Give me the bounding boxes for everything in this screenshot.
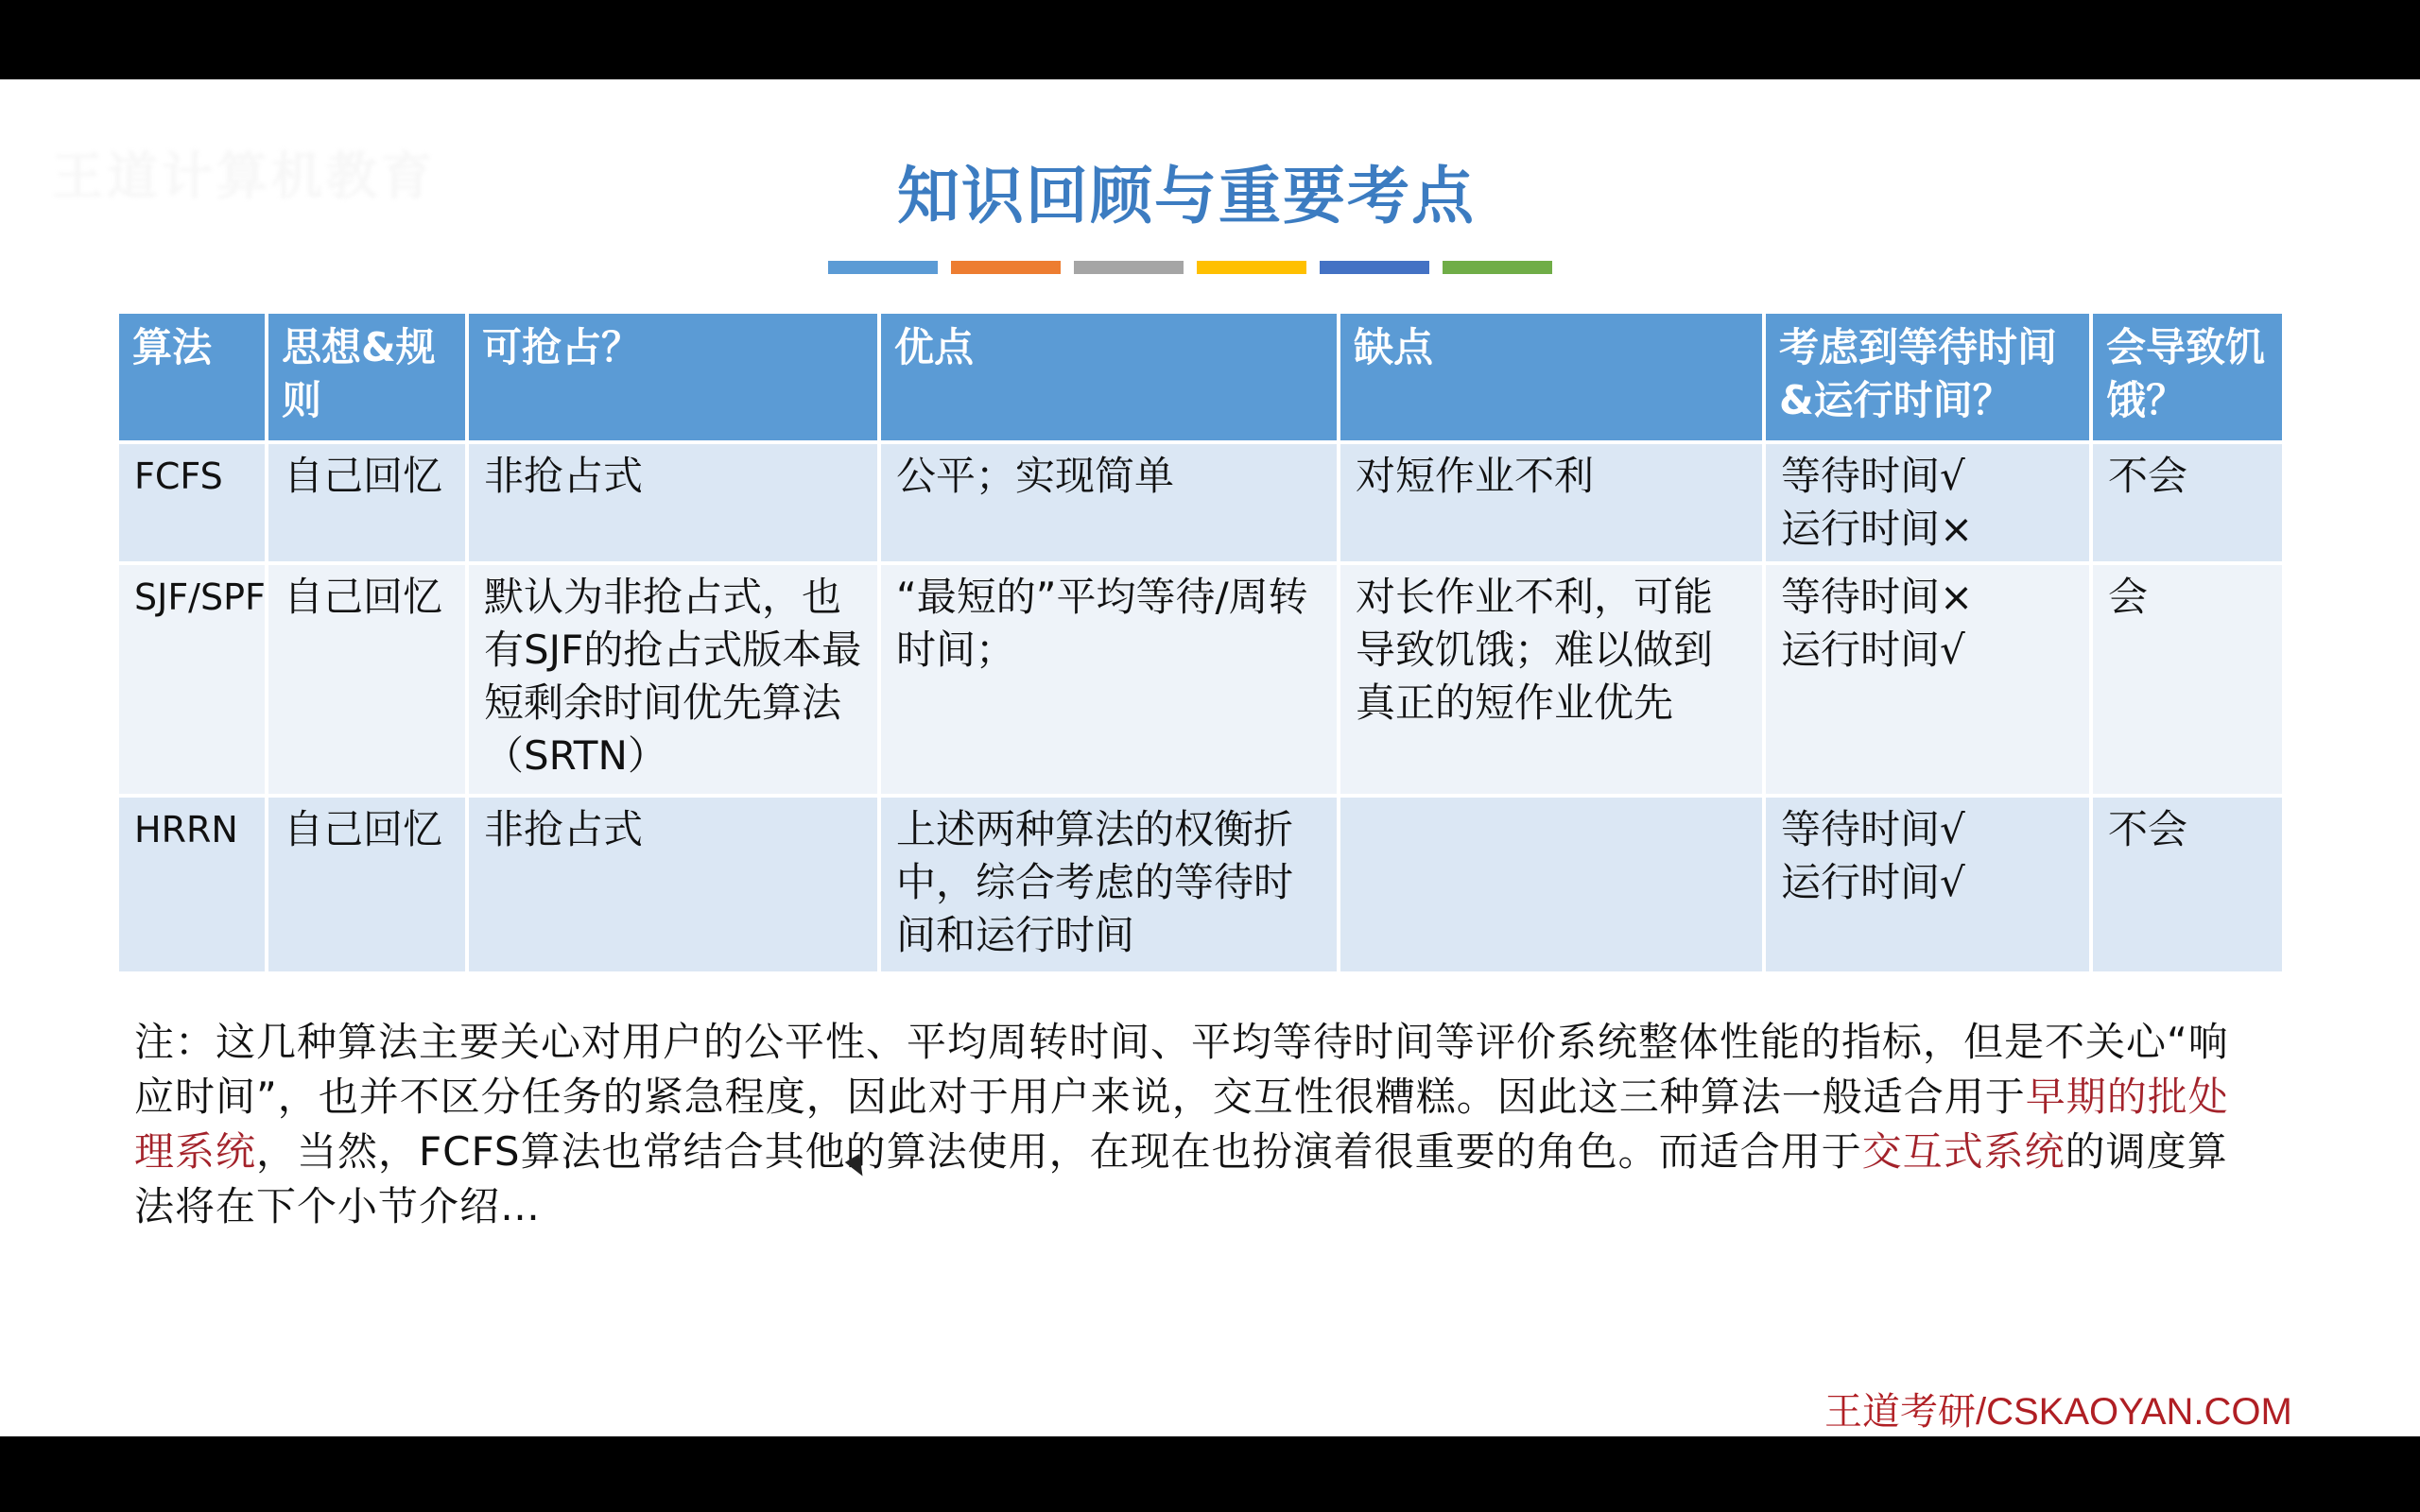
- cell-cons: [1340, 798, 1762, 971]
- header-considers-wait-run: 考虑到等待时间&运行时间？: [1766, 314, 2089, 440]
- cell-considers: [1766, 565, 2089, 794]
- cell-starvation: 不会: [2093, 444, 2282, 561]
- cell-algorithm: SJF/SPF: [119, 565, 265, 794]
- cell-starvation: 不会: [2093, 798, 2282, 971]
- header-pros: 优点: [881, 314, 1337, 440]
- stripe: [828, 261, 938, 274]
- cell-idea: 自己回忆: [268, 565, 465, 794]
- note-text: 注：这几种算法主要关心对用户的公平性、平均周转时间、平均等待时间等评价系统整体性能的指标，但是不关心“响应时间”，也并不区分任务的紧急程度，因此对于用户来说，交互性很糟糕。因此这三种算法一般适合用于: [134, 1019, 2229, 1120]
- algorithm-comparison-table: [115, 310, 2286, 975]
- summary-note: [134, 1015, 2242, 1234]
- stripe: [1320, 261, 1429, 274]
- considers-wait: 等待时间√: [1781, 453, 1965, 499]
- brand-footer: 王道考研/CSKAOYAN.COM: [1824, 1391, 2292, 1433]
- cell-pros: 公平；实现简单: [881, 444, 1337, 561]
- cell-algorithm: FCFS: [119, 444, 265, 561]
- cell-preemptive: 非抢占式: [469, 444, 877, 561]
- note-highlight-interactive-systems: 交互式系统: [1861, 1128, 2066, 1175]
- stripe: [1197, 261, 1306, 274]
- cell-cons: 对短作业不利: [1340, 444, 1762, 561]
- cell-starvation: 会: [2093, 565, 2282, 794]
- note-text: ，当然，FCFS算法也常结合其他的算法使用，在现在也扮演着很重要的角色。而适合用于: [256, 1128, 1862, 1175]
- header-starvation: 会导致饥饿？: [2093, 314, 2282, 440]
- cell-pros: 上述两种算法的权衡折中，综合考虑的等待时间和运行时间: [881, 798, 1337, 971]
- table-header-row: [119, 314, 2282, 440]
- note-highlight-batch-systems: 早期的批处理系统: [134, 1074, 2229, 1175]
- cell-idea: 自己回忆: [268, 798, 465, 971]
- header-algorithm: 算法: [119, 314, 265, 440]
- note-text: 的调度算法将在下个小节介绍…: [134, 1128, 2228, 1229]
- header-idea-rules: 思想&规则: [268, 314, 465, 440]
- video-top-letterbox: [0, 0, 2420, 79]
- table-row: [119, 798, 2282, 971]
- cell-idea: 自己回忆: [268, 444, 465, 561]
- cell-cons: 对长作业不利，可能导致饥饿；难以做到真正的短作业优先: [1340, 565, 1762, 794]
- cell-preemptive: 默认为非抢占式，也有SJF的抢占式版本最短剩余时间优先算法（SRTN）: [469, 565, 877, 794]
- stripe: [951, 261, 1061, 274]
- cell-pros: “最短的”平均等待/周转时间；: [881, 565, 1337, 794]
- header-preemptive: 可抢占？: [469, 314, 877, 440]
- stripe: [1443, 261, 1552, 274]
- considers-run: 运行时间×: [1781, 506, 1974, 552]
- table-row: [119, 444, 2282, 561]
- cell-preemptive: 非抢占式: [469, 798, 877, 971]
- video-bottom-letterbox: [0, 1436, 2420, 1512]
- slide: [0, 79, 2420, 1436]
- considers-wait: 等待时间√: [1781, 806, 1965, 852]
- cell-considers: [1766, 444, 2089, 561]
- considers-run: 运行时间√: [1781, 627, 1965, 673]
- considers-run: 运行时间√: [1781, 859, 1965, 905]
- slide-title: 知识回顾与重要考点: [897, 159, 1476, 232]
- stripe: [1074, 261, 1184, 274]
- considers-wait: 等待时间×: [1781, 574, 1974, 620]
- cell-considers: [1766, 798, 2089, 971]
- table-row: [119, 565, 2282, 794]
- title-color-stripes: [828, 261, 1552, 274]
- watermark-logo: 王道计算机教育: [52, 146, 436, 206]
- cell-algorithm: HRRN: [119, 798, 265, 971]
- header-cons: 缺点: [1340, 314, 1762, 440]
